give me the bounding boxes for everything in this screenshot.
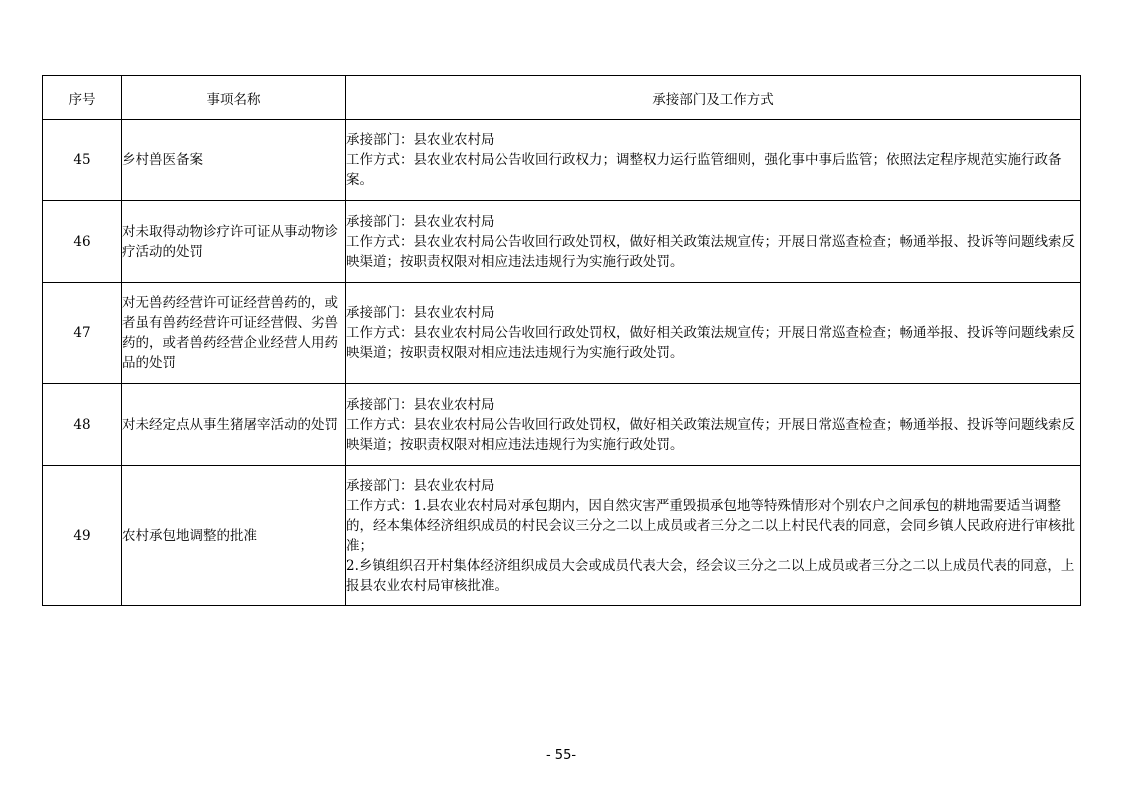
table-row: [43, 201, 1081, 283]
row-department-method: [346, 384, 1081, 466]
row-item-name: 乡村兽医备案: [122, 120, 346, 201]
row-department-method: [346, 466, 1081, 606]
method-text: 工作方式：县农业农村局公告收回行政处罚权，做好相关政策法规宣传；开展日常巡查检查；畅通举报、投诉等问题线索反映渠道；按职责权限对相应违法违规行为实施行政处罚。: [346, 325, 1075, 361]
department-line: 承接部门：县农业农村局: [346, 305, 495, 321]
table-row: [43, 466, 1081, 606]
table-row: [43, 384, 1081, 466]
department-line: 承接部门：县农业农村局: [346, 396, 495, 413]
row-serial-number: 45: [43, 120, 122, 201]
row-item-name: 对未经定点从事生猪屠宰活动的处罚: [122, 384, 346, 466]
method-text-step-2: 2.乡镇组织召开村集体经济组织成员大会或成员代表大会，经会议三分之二以上成员或者三分之二以上成员代表的同意，上报县农业农村局审核批准。: [346, 557, 1075, 594]
method-text: 工作方式：县农业农村局公告收回行政权力；调整权力运行监管细则，强化事中事后监管；依照法定程序规范实施行政备案。: [346, 152, 1062, 188]
department-line: 承接部门：县农业农村局: [346, 477, 495, 494]
row-serial-number: 48: [43, 384, 122, 466]
table-header-row: [43, 76, 1081, 120]
department-line: 承接部门：县农业农村局: [346, 213, 495, 230]
table-row: [43, 120, 1081, 201]
row-item-name: 对未取得动物诊疗许可证从事动物诊疗活动的处罚: [122, 201, 346, 283]
page-number: - 55-: [545, 748, 577, 763]
method-text: 工作方式：1.县农业农村局对承包期内，因自然灾害严重毁损承包地等特殊情形对个别农户之间承包的耕地需要适当调整的，经本集体经济组织成员的村民会议三分之二以上成员或者三分之二以上村民代表的同意，会同乡镇人民政府进行审核批准；: [346, 497, 1075, 554]
row-item-name: 农村承包地调整的批准: [122, 466, 346, 606]
table-row: [43, 283, 1081, 384]
row-serial-number: 46: [43, 201, 122, 283]
method-text: 工作方式：县农业农村局公告收回行政处罚权，做好相关政策法规宣传；开展日常巡查检查；畅通举报、投诉等问题线索反映渠道；按职责权限对相应违法违规行为实施行政处罚。: [346, 233, 1075, 270]
header-department-method: 承接部门及工作方式: [346, 76, 1081, 120]
department-line: 承接部门：县农业农村局: [346, 132, 495, 148]
row-department-method: [346, 120, 1081, 201]
row-department-method: [346, 283, 1081, 384]
row-serial-number: 49: [43, 466, 122, 606]
header-item-name: 事项名称: [122, 76, 346, 120]
row-serial-number: 47: [43, 283, 122, 384]
method-text: 工作方式：县农业农村局公告收回行政处罚权，做好相关政策法规宣传；开展日常巡查检查；畅通举报、投诉等问题线索反映渠道；按职责权限对相应违法违规行为实施行政处罚。: [346, 416, 1075, 453]
row-department-method: [346, 201, 1081, 283]
delegation-table: [42, 75, 1081, 606]
row-item-name: 对无兽药经营许可证经营兽药的，或者虽有兽药经营许可证经营假、劣兽药的，或者兽药经营企业经营人用药品的处罚: [122, 283, 346, 384]
header-serial-number: 序号: [43, 76, 122, 120]
